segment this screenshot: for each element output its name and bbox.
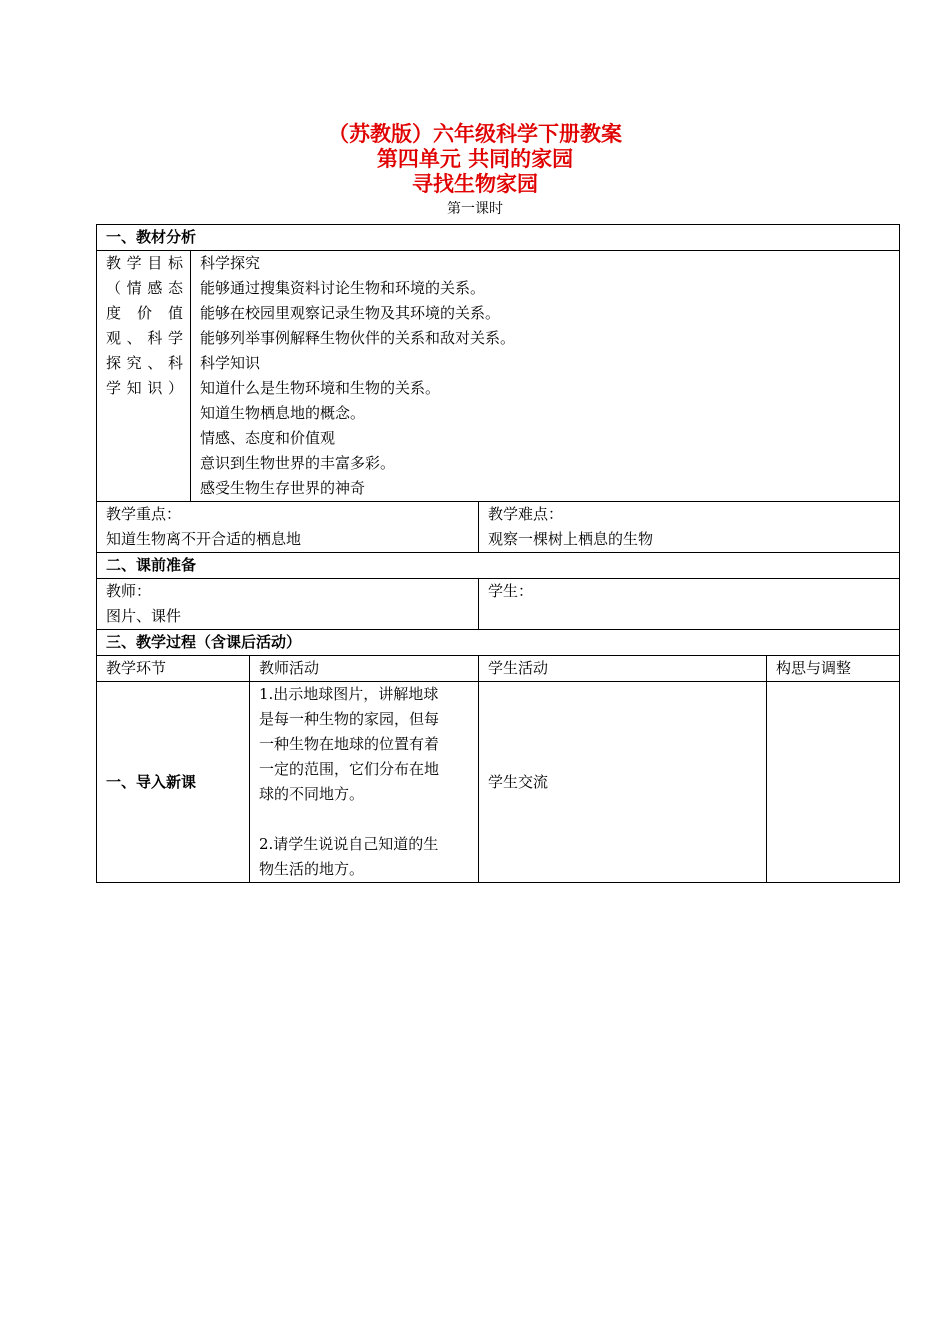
key-points-row [97, 502, 900, 553]
document-header [0, 122, 950, 219]
goal-line: 能够通过搜集资料讨论生物和环境的关系。 [200, 279, 486, 297]
goal-line: 感受生物生存世界的神奇 [200, 479, 366, 497]
stage-cell: 一、导入新课 [97, 682, 250, 883]
teacher-activity-line: 1.出示地球图片，讲解地球 [259, 685, 439, 703]
teacher-activity-line: 一定的范围，它们分布在地 [259, 760, 440, 778]
paragraph-gap [259, 807, 469, 832]
teacher-activity-line: 球的不同地方。 [259, 785, 365, 803]
teacher-prep-label: 教师： [106, 582, 152, 600]
goal-line: 知道生物栖息地的概念。 [200, 404, 366, 422]
reflection-cell [767, 682, 900, 883]
goal-line: 能够列举事例解释生物伙伴的关系和敌对关系。 [200, 329, 516, 347]
section-heading-row [97, 630, 900, 656]
key-point-cell [97, 502, 479, 553]
difficulty-text: 观察一棵树上栖息的生物 [488, 530, 654, 548]
teacher-activity-line: 是每一种生物的家园，但每 [259, 710, 440, 728]
section-1-heading: 一、教材分析 [97, 225, 900, 251]
doc-title-line-3: 寻找生物家园 [412, 172, 538, 196]
goal-line: 情感、态度和价值观 [200, 429, 336, 447]
student-prep-label: 学生： [488, 582, 534, 600]
goal-label-line: 教学目标 [106, 254, 183, 272]
doc-title-line-1: （苏教版）六年级科学下册教案 [328, 122, 622, 146]
teacher-prep-items: 图片、课件 [106, 607, 182, 625]
column-header-student-activity: 学生活动 [479, 656, 767, 682]
lesson-period: 第一课时 [447, 201, 503, 217]
goal-label-line: 观、科学 [106, 329, 183, 347]
goal-line: 科学探究 [200, 254, 261, 272]
goal-line: 科学知识 [200, 354, 261, 372]
goal-label-line: 学知识） [106, 379, 183, 397]
section-2-heading: 二、课前准备 [97, 553, 900, 579]
section-heading-row [97, 553, 900, 579]
teacher-activity-line: 2.请学生说说自己知道的生 [259, 835, 439, 853]
goal-label-line: （情感态 [106, 279, 183, 297]
student-prep-cell [479, 579, 900, 630]
column-header-teacher-activity: 教师活动 [250, 656, 479, 682]
key-point-label: 教学重点： [106, 505, 182, 523]
goal-line: 能够在校园里观察记录生物及其环境的关系。 [200, 304, 501, 322]
column-header-stage: 教学环节 [97, 656, 250, 682]
teacher-activity-cell [250, 682, 479, 883]
difficulty-cell [479, 502, 900, 553]
doc-title-line-2: 第四单元 共同的家园 [376, 147, 574, 171]
goal-line: 意识到生物世界的丰富多彩。 [200, 454, 396, 472]
goal-label-line: 探究、科 [106, 354, 183, 372]
teaching-goals-label [97, 251, 191, 502]
teacher-activity-line: 一种生物在地球的位置有着 [259, 735, 440, 753]
teacher-activity-line: 物生活的地方。 [259, 860, 365, 878]
teaching-goals-content [191, 251, 900, 502]
key-point-text: 知道生物离不开合适的栖息地 [106, 530, 302, 548]
goal-line: 知道什么是生物环境和生物的关系。 [200, 379, 441, 397]
teaching-goals-row [97, 251, 900, 502]
lesson-plan-table [96, 224, 900, 883]
process-row [97, 682, 900, 883]
process-header-row [97, 656, 900, 682]
section-heading-row [97, 225, 900, 251]
column-header-reflection: 构思与调整 [767, 656, 900, 682]
goal-label-line: 度 价 值 [106, 304, 183, 322]
teacher-prep-cell [97, 579, 479, 630]
student-activity-cell: 学生交流 [479, 682, 767, 883]
difficulty-label: 教学难点： [488, 505, 564, 523]
preparation-row [97, 579, 900, 630]
section-3-heading: 三、教学过程（含课后活动） [97, 630, 900, 656]
